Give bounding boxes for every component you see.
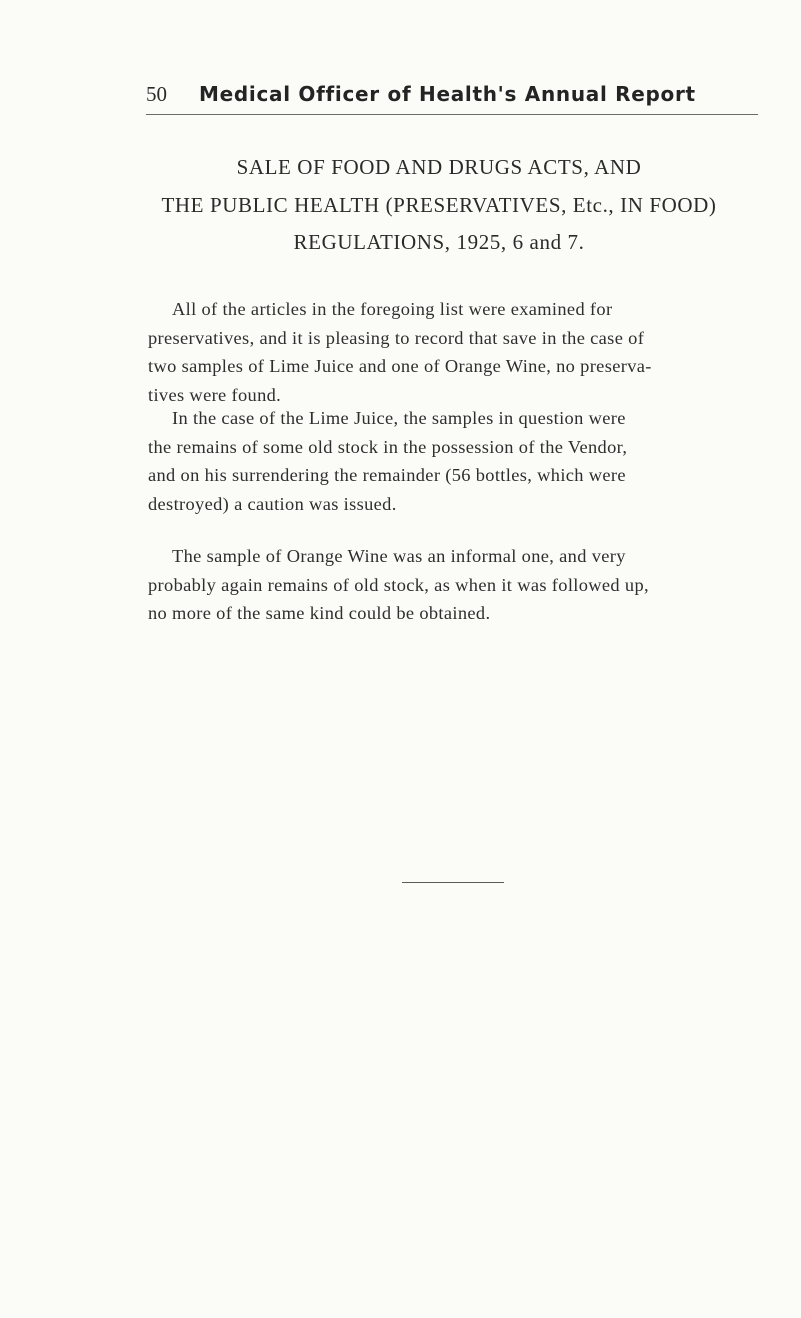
section-heading-line: REGULATIONS, 1925, 6 and 7. (293, 230, 585, 254)
text-line: probably again remains of old stock, as when it was followed up, (148, 574, 649, 595)
paragraph-preservatives-examination (148, 295, 760, 410)
text-line: The sample of Orange Wine was an informal one, and very (172, 546, 626, 566)
page-number: 50 (146, 82, 167, 106)
section-heading (114, 149, 764, 262)
text-line: All of the articles in the foregoing list were examined for (172, 299, 613, 319)
text-line: destroyed) a caution was issued. (148, 494, 397, 515)
header-divider (146, 114, 758, 115)
running-header (146, 80, 758, 112)
text-line: no more of the same kind could be obtained. (148, 603, 491, 624)
text-line: tives were found. (148, 385, 282, 406)
text-line: two samples of Lime Juice and one of Orange Wine, no preserva- (148, 356, 652, 377)
paragraph-orange-wine (148, 542, 760, 628)
report-title: Medical Officer of Health's Annual Report (199, 82, 696, 106)
section-heading-line: SALE OF FOOD AND DRUGS ACTS, AND (236, 155, 642, 179)
section-heading-line: THE PUBLIC HEALTH (PRESERVATIVES, Etc., IN FOOD) (161, 192, 717, 217)
section-end-divider (402, 882, 504, 883)
text-line: and on his surrendering the remainder (56 bottles, which were (148, 465, 626, 486)
text-line: the remains of some old stock in the possession of the Vendor, (148, 436, 628, 457)
paragraph-lime-juice (148, 404, 760, 519)
text-line: preservatives, and it is pleasing to record that save in the case of (148, 327, 645, 348)
text-line: In the case of the Lime Juice, the samples in question were (172, 408, 626, 428)
